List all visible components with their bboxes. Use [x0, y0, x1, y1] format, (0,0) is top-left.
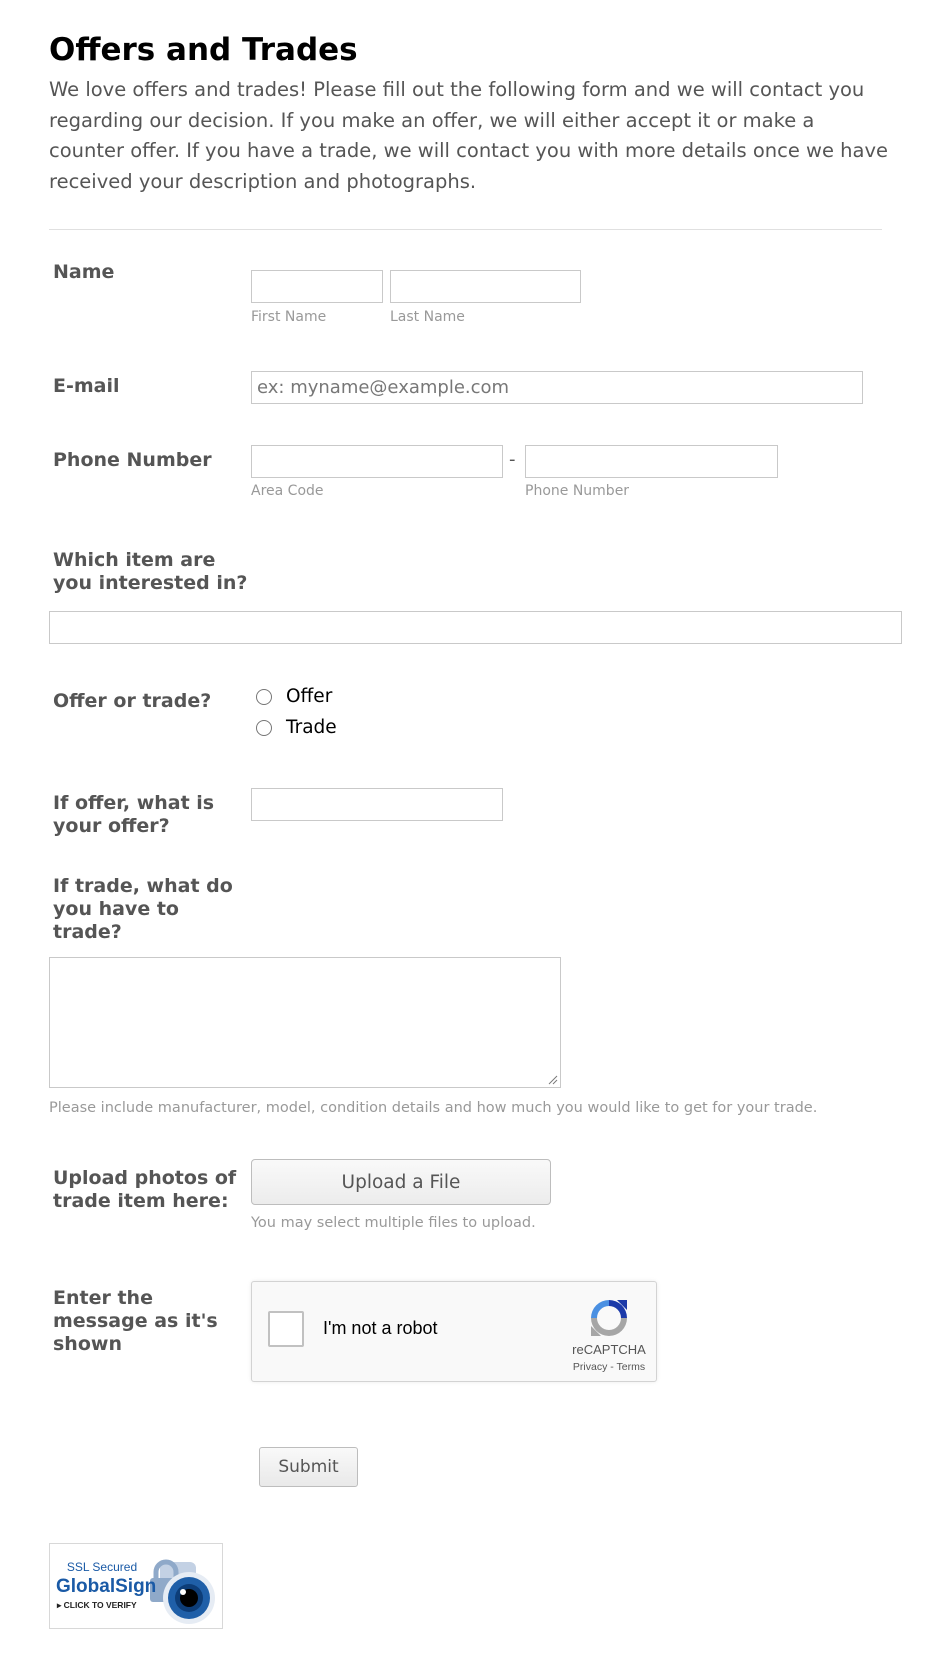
radio-option-trade[interactable]	[256, 717, 337, 738]
item-label-line2: you interested in?	[53, 572, 248, 594]
captcha-label-line2: message as it's	[53, 1310, 218, 1332]
recaptcha-link-separator: -	[607, 1361, 617, 1373]
badge-line3: ▸ CLICK TO VERIFY	[57, 1600, 137, 1610]
recaptcha-widget	[251, 1281, 657, 1382]
captcha-label	[53, 1287, 218, 1356]
trade-label-line2: you have to	[53, 898, 179, 920]
upload-label-line2: trade item here:	[53, 1190, 229, 1212]
last-name-sublabel: Last Name	[390, 309, 465, 325]
offer-amount-label	[53, 792, 214, 838]
email-label: E-mail	[53, 375, 120, 397]
recaptcha-logo-icon	[587, 1296, 631, 1340]
terms-link[interactable]: Terms	[616, 1361, 646, 1373]
item-input[interactable]	[49, 611, 902, 644]
offer-amount-label-line1: If offer, what is	[53, 792, 215, 814]
offer-amount-label-line2: your offer?	[53, 815, 170, 837]
phone-separator: -	[509, 449, 516, 470]
offer-amount-input[interactable]	[251, 788, 503, 821]
page-title: Offers and Trades	[49, 32, 358, 68]
radio-option-offer[interactable]	[256, 686, 332, 707]
offer-or-trade-label: Offer or trade?	[53, 690, 212, 712]
trade-description-label	[53, 875, 233, 944]
resize-handle-icon[interactable]	[548, 1075, 558, 1085]
offer-radio[interactable]	[256, 689, 272, 705]
captcha-checkbox-label: I'm not a robot	[323, 1318, 438, 1338]
recaptcha-brand: reCAPTCHA	[572, 1342, 646, 1357]
upload-label-line1: Upload photos of	[53, 1167, 237, 1189]
email-field[interactable]	[251, 371, 863, 404]
globalsign-badge-icon	[50, 1544, 223, 1629]
upload-file-button[interactable]: Upload a File	[251, 1159, 551, 1205]
phone-number-input[interactable]	[525, 445, 778, 478]
phone-number-sublabel: Phone Number	[525, 483, 630, 499]
offer-radio-label[interactable]: Offer	[286, 686, 333, 707]
last-name-input[interactable]	[390, 270, 581, 303]
privacy-link[interactable]: Privacy	[572, 1361, 608, 1373]
name-label: Name	[53, 261, 115, 283]
ssl-badge[interactable]	[49, 1543, 223, 1629]
form-description: We love offers and trades! Please fill out the following form and we will contact you regarding our decision. If you make an offer, we will either accept it or make a counter offer. If you have a trade, we will contact you with more details once we have received your description and photographs.	[49, 78, 889, 193]
trade-help-text: Please include manufacturer, model, condition details and how much you would like to get for your trade.	[49, 1100, 818, 1116]
trade-radio-label[interactable]: Trade	[286, 717, 337, 738]
badge-line1: SSL Secured	[66, 1560, 138, 1574]
area-code-input[interactable]	[251, 445, 503, 478]
trade-description-textarea[interactable]	[49, 957, 561, 1088]
badge-line2: GlobalSign	[56, 1576, 157, 1597]
trade-label-line1: If trade, what do	[53, 875, 233, 897]
upload-label	[53, 1167, 236, 1213]
area-code-sublabel: Area Code	[251, 483, 324, 499]
trade-label-line3: trade?	[53, 921, 122, 943]
submit-button[interactable]: Submit	[259, 1447, 358, 1487]
recaptcha-links	[564, 1361, 654, 1373]
divider	[49, 229, 882, 230]
upload-help-text: You may select multiple files to upload.	[251, 1215, 536, 1231]
item-label-line1: Which item are	[53, 549, 216, 571]
item-label	[53, 549, 247, 595]
first-name-sublabel: First Name	[251, 309, 327, 325]
captcha-checkbox[interactable]	[268, 1311, 304, 1347]
captcha-label-line1: Enter the	[53, 1287, 153, 1309]
trade-radio[interactable]	[256, 720, 272, 736]
first-name-input[interactable]	[251, 270, 383, 303]
captcha-label-line3: shown	[53, 1333, 122, 1355]
phone-label: Phone Number	[53, 449, 212, 471]
